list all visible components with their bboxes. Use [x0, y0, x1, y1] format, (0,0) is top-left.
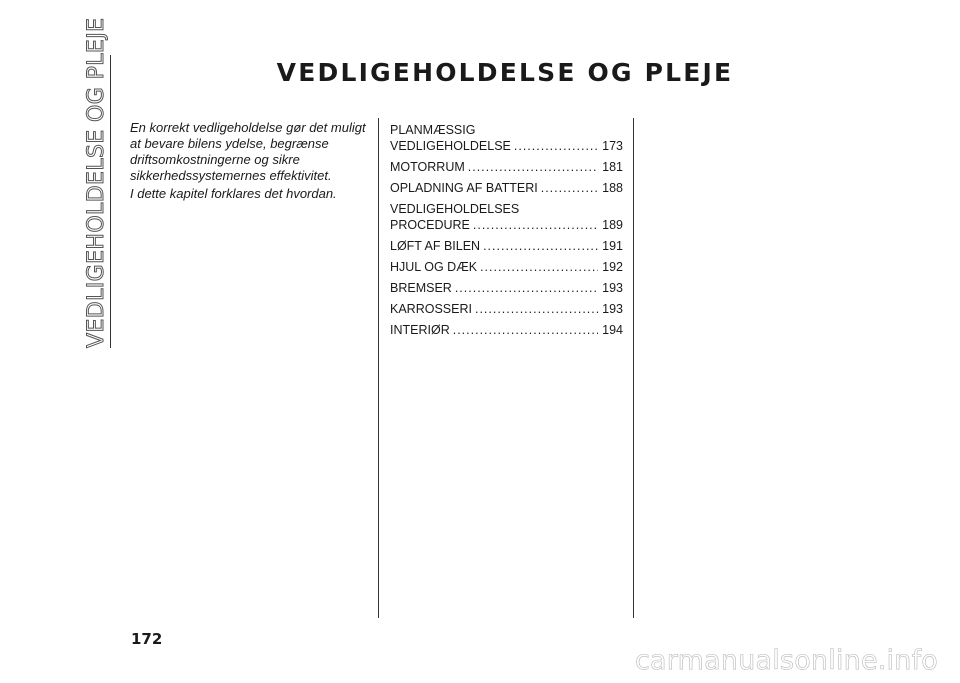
toc-entry-prefix: VEDLIGEHOLDELSES [390, 202, 520, 216]
toc-entry-brakes[interactable] [390, 280, 623, 296]
table-of-contents [390, 122, 623, 343]
toc-entry-page: 173 [602, 139, 623, 153]
toc-entry-title: LØFT AF BILEN [390, 239, 481, 253]
toc-entry-interior[interactable] [390, 322, 623, 338]
toc-dot-leader [453, 322, 598, 338]
toc-entry-title: PROCEDURE [390, 218, 470, 232]
toc-entry-title: INTERIØR [390, 323, 450, 337]
chapter-title: VEDLIGEHOLDELSE OG PLEJE [276, 58, 734, 87]
toc-entry-battery-charging[interactable] [390, 180, 623, 196]
toc-dot-leader [541, 180, 598, 196]
toc-dot-leader [475, 301, 598, 317]
toc-entry-page: 193 [602, 302, 623, 316]
side-chapter-title: VEDLIGEHOLDELSE OG PLEJE [84, 17, 109, 348]
side-title-divider [110, 55, 111, 348]
toc-dot-leader [468, 159, 598, 175]
toc-entry-bodywork[interactable] [390, 301, 623, 317]
toc-entry-page: 194 [602, 323, 623, 337]
intro-paragraph-2: I dette kapitel forklares det hvordan. [130, 186, 337, 201]
toc-entry-engine-compartment[interactable] [390, 159, 623, 175]
toc-entry-page: 188 [602, 181, 623, 195]
toc-entry-title: BREMSER [390, 281, 452, 295]
page-number: 172 [131, 630, 163, 648]
toc-entry-title: KARROSSERI [390, 302, 472, 316]
intro-paragraph-1: En korrekt vedligeholdelse gør det muligt at bevare bilens ydelse, begrænse driftsomkostningerne og sikre sikkerhedssystemernes effektivitet. [130, 120, 366, 183]
toc-entry-lifting-the-car[interactable] [390, 238, 623, 254]
toc-entry-title: VEDLIGEHOLDELSE [390, 139, 511, 153]
toc-entry-prefix: PLANMÆSSIG [390, 123, 476, 137]
toc-entry-wheels-and-tyres[interactable] [390, 259, 623, 275]
toc-entry-page: 181 [602, 160, 623, 174]
side-title-container [70, 17, 122, 350]
column-divider-right [633, 118, 634, 618]
toc-entry-page: 192 [602, 260, 623, 274]
toc-entry-page: 191 [602, 239, 623, 253]
chapter-intro [130, 120, 370, 202]
column-divider-left [378, 118, 379, 618]
toc-dot-leader [473, 217, 598, 233]
toc-dot-leader [514, 138, 598, 154]
toc-entry-title: MOTORRUM [390, 160, 465, 174]
toc-dot-leader [455, 280, 598, 296]
toc-entry-maintenance-procedure[interactable] [390, 201, 623, 233]
toc-entry-title: HJUL OG DÆK [390, 260, 478, 274]
toc-entry-title: OPLADNING AF BATTERI [390, 181, 538, 195]
watermark: carmanualsonline.info [635, 645, 938, 676]
toc-dot-leader [483, 238, 598, 254]
toc-entry-page: 189 [602, 218, 623, 232]
toc-dot-leader [480, 259, 598, 275]
toc-entry-page: 193 [602, 281, 623, 295]
toc-entry-scheduled-maintenance[interactable] [390, 122, 623, 154]
